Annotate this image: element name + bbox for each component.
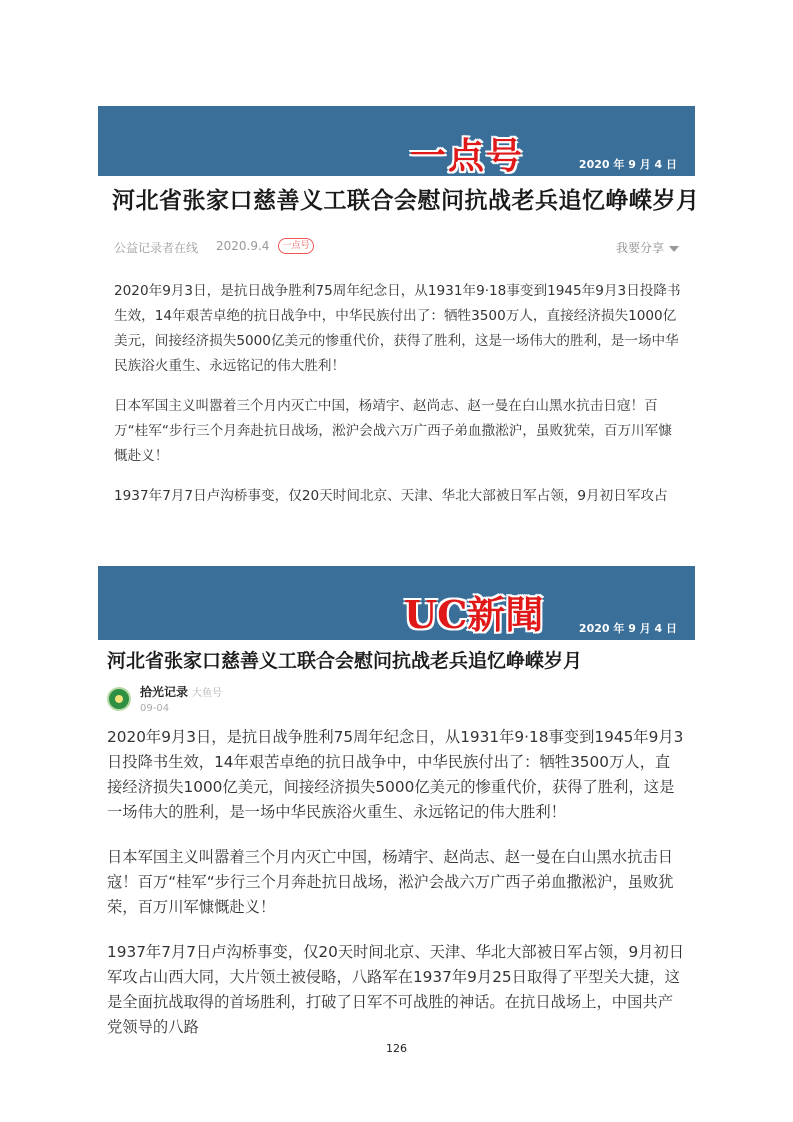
banner — [98, 566, 695, 640]
avatar-emblem-icon — [115, 695, 123, 703]
banner — [98, 106, 695, 176]
article-screenshot-yidianhao — [98, 106, 700, 538]
paragraph: 日本军国主义叫嚣着三个月内灭亡中国，杨靖宇、赵尚志、赵一曼在白山黑水抗击日寇！百万“桂军“步行三个月奔赴抗日战场，淞沪会战六万广西子弟血撒淞沪，虽败犹荣，百万川军慷慨赴义！ — [114, 398, 672, 464]
page-number: 126 — [386, 1042, 407, 1055]
banner-date: 2020 年 9 月 4 日 — [578, 158, 677, 171]
publish-date: 09-04 — [140, 703, 170, 714]
article-title: 河北省张家口慈善义工联合会慰问抗战老兵追忆峥嵘岁月 — [112, 188, 700, 214]
source-badge: 一点号 — [278, 238, 314, 254]
paragraph: 1937年7月7日卢沟桥事变，仅20天时间北京、天津、华北大部被日军占领，9月初日军攻占 — [114, 488, 668, 504]
chevron-down-icon — [669, 246, 679, 252]
author-info — [98, 681, 695, 721]
author-name[interactable] — [140, 683, 222, 700]
publish-date: 2020.9.4 — [216, 239, 270, 253]
paragraph: 日本军国主义叫嚣着三个月内灭亡中国，杨靖宇、赵尚志、赵一曼在白山黑水抗击日寇！百万“桂军“步行三个月奔赴抗日战场，淞沪会战六万广西子弟血撒淞沪，虽败犹荣，百万川军慷慨赴义！ — [107, 848, 674, 916]
yidianhao-logo: 一点号 — [410, 135, 525, 177]
article-screenshot-uc-news — [98, 566, 695, 1036]
author-name-text: 拾光记录 — [140, 685, 189, 699]
share-label: 我要分享 — [615, 241, 664, 255]
paragraph: 2020年9月3日，是抗日战争胜利75周年纪念日，从1931年9·18事变到1945年9月3日投降书生效，14年艰苦卓绝的抗日战争中，中华民族付出了：牺牲3500万人，直接经济损失1000亿美元，间接经济损失5000亿美元的惨重代价，获得了胜利，这是一场伟大的胜利，是一场中华民族浴火重生、永远铭记的伟大胜利！ — [107, 728, 684, 821]
share-button[interactable] — [616, 239, 679, 256]
article-body — [98, 721, 695, 1040]
article-body — [98, 263, 695, 509]
author-tag: 大鱼号 — [192, 688, 223, 699]
uc-news-logo: UC新聞 — [404, 592, 544, 637]
paragraph: 2020年9月3日，是抗日战争胜利75周年纪念日，从1931年9·18事变到1945年9月3日投降书生效，14年艰苦卓绝的抗日战争中，中华民族付出了：牺牲3500万人，直接经济损失1000亿美元，间接经济损失5000亿美元的惨重代价，获得了胜利，这是一场伟大的胜利，是一场中华民族浴火重生、永远铭记的伟大胜利！ — [114, 283, 681, 374]
article-title: 河北省张家口慈善义工联合会慰问抗战老兵追忆峥嵘岁月 — [107, 650, 583, 672]
article-meta — [98, 233, 695, 263]
paragraph: 1937年7月7日卢沟桥事变，仅20天时间北京、天津、华北大部被日军占领，9月初日军攻占山西大同，大片领土被侵略，八路军在1937年9月25日取得了平型关大捷，这是全面抗战取得的首场胜利，打破了日军不可战胜的神话。在抗日战场上，中国共产党领导的八路 — [107, 943, 685, 1036]
avatar[interactable] — [107, 687, 131, 711]
banner-date: 2020 年 9 月 4 日 — [578, 622, 677, 635]
author-link[interactable]: 公益记录者在线 — [114, 241, 199, 255]
